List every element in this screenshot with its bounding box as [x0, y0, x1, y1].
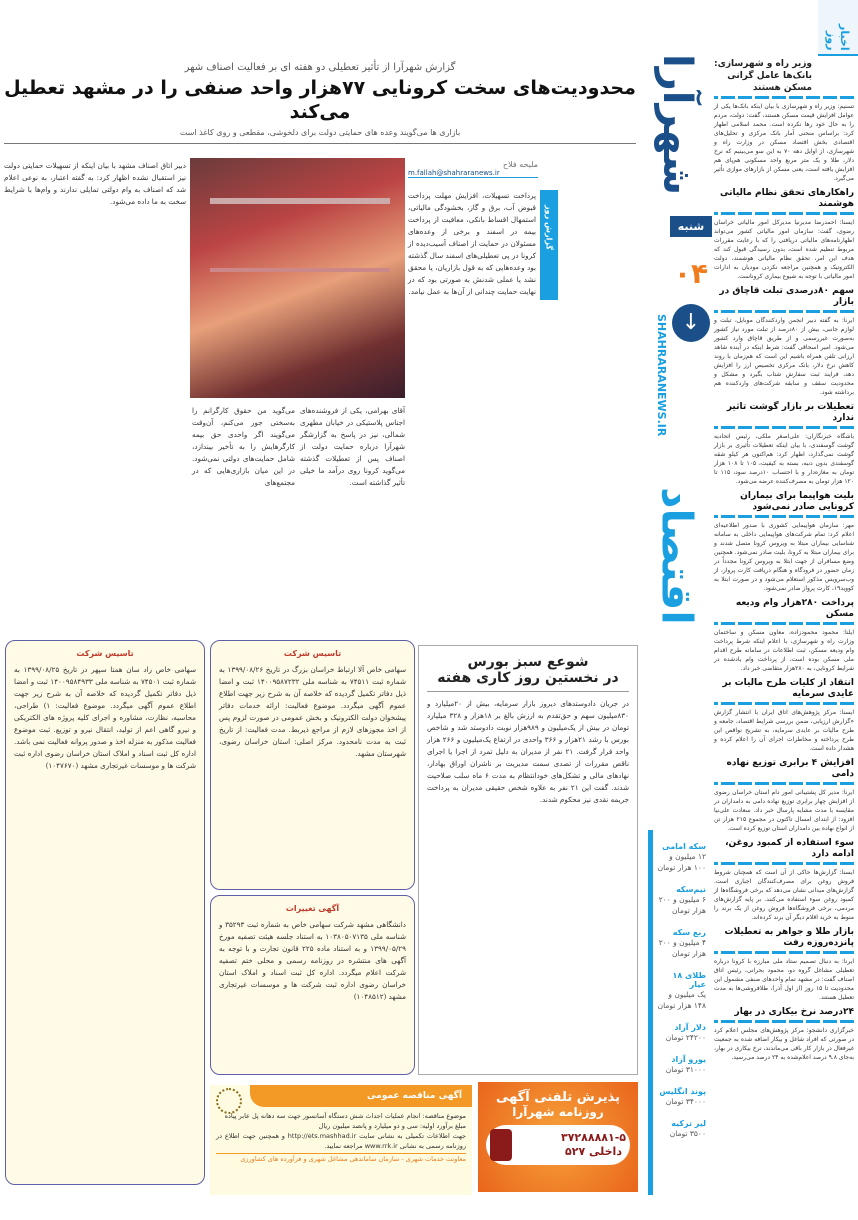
brief-body: مهر: سازمان هواپیمایی کشوری با صدور اطلاعیه‌ای اعلام کرد: تمام شرکت‌های هواپیمایی داخلی به سامانه شناسایی بیماران مبتلا به ویروس کرونا متصل شدند و برای بیماران مبتلا به کرونا، بلیت صادر نمی‌شود. همچنین وضع مسافران از جهت ابتلا به ویروس کرونا مجدداً در زمان حضور در فرودگاه و هنگام دریافت کارت پرواز، از وب‌سرویس مذکور استعلام می‌شود و در صورت ابتلا به کووید۱۹، کارت پرواز صادر نمی‌شود. [714, 522, 854, 592]
brief-item [714, 286, 854, 397]
report-label: گزارش روز [540, 190, 558, 300]
logo: شهرآرا [654, 54, 700, 196]
municipality-logo [216, 1088, 242, 1114]
brief-title: تعطیلات بر بازار گوشت تاثیر ندارد [726, 402, 854, 423]
ad-company-1: تاسیس شرکت سهامی خاص آلا ارتباط خراسان بزرگ در تاریخ ۱۳۹۹/۰۸/۲۶ به شماره ثبت ۷۴۵۱۱ به شناسه ملی ۱۴۰۰۹۵۸۷۲۳۲ ثبت و امضا ذیل دفاتر تکمیل گردیده که خلاصه آن به شرح زیر جهت اطلاع عموم آگهی میگردد. موضوع فعالیت: ارائه خدمات دفاتر پیشخوان دولت الکترونیک و بخش عمومی در صورت لزوم پس از اخذ مجوزهای لازم از مراجع ذیربط. مدت فعالیت: از تاریخ ثبت به مدت نامحدود. مرکز اصلی: استان خراسان رضوی، شهرستان مشهد. [210, 640, 415, 890]
ad-phone: پذیرش تلفنی آگهی روزنامه شهرآرا ۳۷۲۸۸۸۸۱-۵ داخلی ۵۲۷ [478, 1082, 638, 1192]
kicker: گزارش شهرآرا از تأثیر تعطیلی دو هفته ای بر فعالیت اصناف شهر [184, 62, 456, 73]
brief-item [714, 838, 854, 922]
bourse-body: در جریان دادوستدهای دیروز بازار سرمایه، بیش از ۲۰میلیارد و ۸۳۰میلیون سهم و حق‌تقدم به ارزش بالغ بر ۱۸هزار و ۳۲۸ میلیارد تومان در بیش از یک‌میلیون و ۹۸۹هزار نوبت دادوستد شد و شاخص بورس با رشد ۲۱هزار و ۳۶۶ واحدی در ارتفاع یک‌میلیون و ۲۶۶ هزار واحد قرار گرفت. ۲۱ نفر از مدیران به دلیل تمرد از اجرا یا اجرای ناقص مقررات از تصدی سمت مدیریت بر ناشران اوراق بهادار، نهادهای مالی و تشکل‌های خودانتظام به مدت ۶ ماه سلب صلاحیت شدند. گفت این ۲۱ نفر به علاوه شخص حقیقی مدیران به پرداخت جریمه نقدی نیز محکوم شدند. [427, 699, 629, 804]
price-label: ربع سکه [672, 928, 706, 937]
brief-body: ایلنا: محمود محمودزاده، معاون مسکن و ساختمان وزارت راه و شهرسازی، با اعلام اینکه شرط پرداخت وام ودیعه مسکن، ثبت اطلاعات در سامانه طرح اقدام ملی مسکن بوده است، از پرداخت وام یادشده در شرایط کرونایی، به ۲۸۰هزار متقاضی خبر داد. [714, 629, 854, 672]
day-badge: شنبه [670, 216, 712, 237]
price-list [648, 830, 706, 1195]
bourse-title: شوعع سبز بورس [467, 654, 589, 670]
price-value: ۶ میلیون و ۲۰۰ هزار تومان [658, 895, 706, 915]
phone-number: ۳۷۲۸۸۸۸۱-۵ [561, 1131, 626, 1144]
price-item [657, 885, 706, 916]
market-photo [190, 158, 405, 398]
briefs-column [714, 58, 854, 1062]
brief-item [714, 678, 854, 753]
price-value: ۳۵۰۰ تومان [669, 1129, 706, 1138]
brief-title: وزیر راه و شهرسازی: بانک‌ها عامل گرانی مسکن هستند [714, 59, 812, 93]
brief-body: ایسنا: احمدرضا مدیرنیا مدیرکل امور مالیاتی خراسان رضوی، گفت: سازمان امور مالیاتی کشور می‌تواند اظهارنامه‌های مالیاتی دریافتی را که با رعایت مقررات مربوط تنظیم شده است، بدون رسیدگی قبول کند که هدف این امر، تحقق نظام مالیاتی هوشمند، دولت الکترونیک و همچنین مراجعه نکردن مودیان به ادارات امور مالیاتی با توجه به شیوع بیماری کروناست. [714, 219, 854, 280]
brief-body: ایرنا: مدیر کل پشتیبانی امور دام استان خراسان رضوی از افزایش چهار برابری توزیع نهاده دامی به دامداران در مقایسه با مدت مشابه پارسال خبر داد. سعادت علی‌نیا افزود: از ابتدای امسال تاکنون در مجموع ۲۱۵ هزار تن از انواع نهاده بین دامداران استان توزیع کرده است. [714, 789, 854, 832]
brief-title: سوء استفاده از کمبود روغن، ادامه دارد [725, 838, 854, 859]
brief-item [714, 1007, 854, 1062]
brief-body: خبرگزاری دانشجو: مرکز پژوهش‌های مجلس اعلام کرد در صورتی که افراد شاغل و بیکار اضافه شده به جمعیت غیرفعال در بازار کار باقی می‌ماندند، نرخ بیکاری در بهار، به‌جای ۹.۸ درصد اعلام‌شده به ۲۴ درصد می‌رسید. [714, 1027, 854, 1061]
bourse-article: شوعع سبز بورس در نخستین روز کاری هفته در جریان دادوستدهای دیروز بازار سرمایه، بیش از ۲۰میلیارد و ۸۳۰میلیون سهم و حق‌تقدم به ارزش بالغ بر ۱۸هزار و ۳۲۸ میلیارد تومان در بیش از یک‌میلیون و ۹۸۹هزار نوبت دادوستد شد و شاخص بورس با رشد ۲۱هزار و ۳۶۶ واحدی در ارتفاع یک‌میلیون و ۲۶۶ هزار واحد قرار گرفت. ۲۱ نفر از مدیران به دلیل تمرد از اجرا یا اجرای ناقص مقررات از تصدی سمت مدیریت بر ناشران اوراق بهادار، نهادهای مالی و تشکل‌های خودانتظام به مدت ۶ ماه سلب صلاحیت شدند. گفت این ۲۱ نفر به علاوه شخص حقیقی مدیران به پرداخت جریمه نقدی نیز محکوم شدند. [418, 645, 638, 1075]
price-item [657, 842, 706, 873]
subhead: بازاری ها می‌گویند وعده های حمایتی دولت برای دلخوشی، مقطعی و روی کاغذ است [179, 128, 461, 137]
brief-body: ایسنا: گزارش‌ها حاکی از آن است که همچنان شروط فروش روغن برای مصرف‌کنندگان اجباری است. گزارش‌های میدانی نشان می‌دهد که برخی فروشگاه‌ها از کمبود روغن سوء استفاده می‌کنند. بر پایه گزارش‌های مردمی، برخی فروشگاه‌ها فروش روغن از یک برند را منوط به خرید اقلام دیگر آن برند کرده‌اند. [714, 869, 854, 921]
site-url: SHAHRARANEWS.IR [655, 313, 668, 436]
brief-body: ایرنا: به گفته دبیر انجمن واردکنندگان موبایل، تبلت و لوازم جانبی، بیش از ۸۰درصد از تبلت مورد نیاز کشور به‌صورت غیررسمی و از طریق قاچاق وارد کشور می‌شود. امیر اسحاقی گفت: شرط اینکه در آینده شاهد ارزانی تلفن همراه باشیم این است که هم‌زمان با روند کاهش نرخ دلار، بانک مرکزی تخصیص ارز را افزایش دهد، فرایند ثبت سفارش شتاب بگیرد و مشکل و محدودیت سقف و سابقه شرکت‌های واردکننده هم برداشته شود. [714, 317, 854, 396]
brief-body: ایسنا: مرکز پژوهش‌های اتاق ایران با انتشار گزارش «گزارش ارزیابی، ضمن بررسی شرایط اقتصاد، جامعه و طرح مالیات بر عایدی سرمایه، به تشریح نواقص این طرح پرداخته و مخاطرات اجرای آن را اعلام کرده و هشدار داده است. [714, 709, 854, 752]
brief-item [714, 58, 854, 183]
brief-item [714, 758, 854, 833]
price-label: یورو آزاد [671, 1055, 706, 1064]
brief-title: سهم ۸۰درصدی تبلت قاچاق در بازار [719, 286, 854, 307]
price-label: سکه امامی [662, 842, 706, 851]
article-body-mid2: می‌گوید من حقوق کارگرانم را به‌سختی جور می‌کنم، آن‌وقت می‌گویند اگر واحدی حق بیمه کارگرهایش را به تأخیر بیندازد، شامل حمایت‌های دولتی نمی‌شود. در این میان بازاری‌هایی که در مجتمع‌های [192, 406, 295, 487]
page-name: اقتصاد [652, 487, 702, 625]
phone-icon [490, 1129, 512, 1161]
price-item [657, 1119, 706, 1139]
headline: محدودیت‌های سخت کرونایی ۷۷هزار واحد صنفی را در مشهد تعطیل می‌کند [4, 77, 636, 123]
price-label: لیر ترکیه [671, 1119, 706, 1128]
brief-body: تسنیم: وزیر راه و شهرسازی با بیان اینکه بانک‌ها یکی از عوامل افزایش قیمت مسکن هستند، گفت: دولت، مردم را به حال خود رها نکرده است. محمد اسلامی اظهار کرد: براساس منحنی آمار بانک مرکزی و تحلیل‌های اقتصادی بخش اقتصاد مسکن در وزارت راه و شهرسازی، از اوایل دهه ۷۰ به این سو می‌بینیم که نرخ دلار، طلا و یک متر مربع واحد مسکونی هم‌پای هم افزایش یافته است، یعنی مسکن از بازارهای موازی تأثیر می‌گیرد. [714, 103, 854, 182]
author-name: ملیحه فلاح [502, 160, 538, 169]
price-value: ۳۴۰۰۰ تومان [665, 1097, 706, 1106]
price-item [657, 1087, 706, 1107]
price-value: ۴ میلیون و ۲۰۰ هزار تومان [658, 938, 706, 958]
price-item [657, 1023, 706, 1043]
price-label: دلار آزاد [674, 1023, 706, 1032]
brief-body: باشگاه خبرنگاران: علی‌اصغر ملکی، رئیس اتحادیه گوشت گوسفندی، با بیان اینکه تعطیلات تأثیری بر بازار گوشت نمی‌گذارد، اظهار کرد: هم‌اکنون هر کیلو شقه گوسفندی بدون دنبه، بسته به کیفیت، ۱۰۵ تا ۱۰۸ هزار تومان به مغازه‌دار و با احتساب ۱۰درصد سود، ۱۱۵ تا ۱۲۰ هزار تومان به مصرف‌کننده عرضه می‌شود. [714, 433, 855, 485]
price-item [657, 1055, 706, 1075]
brief-body: ایرنا: به دنبال تصمیم ستاد ملی مبارزه با کرونا درباره تعطیلی مشاغل گروه دو، محمود بحرانی، رئیس اتاق اصناف گفت: در مشهد تمام واحدهای صنفی مشمول این محدودیت تا ۱۵ روز (از اول آذر)، طلافروشی‌ها به مدت تعطیل هستند. [714, 958, 854, 1001]
section-label: اخبار روز [818, 0, 858, 56]
brief-title: افزایش ۴ برابری توزیع نهاده دامی [726, 758, 854, 779]
ad-company-2: تاسیس شرکت سهامی خاص راد سان همتا سپهر در تاریخ ۱۳۹۹/۰۸/۲۵ به شماره ثبت ۷۴۵۰۱ به شناسه ملی ۱۴۰۰۹۵۸۴۹۳۳ ثبت و امضا ذیل دفاتر تکمیل گردیده که خلاصه آن به شرح زیر جهت اطلاع عموم آگهی میگردد. موضوع فعالیت: ۱) طراحی، محاسبه، نظارت، مشاوره و اجرای کلیه پروژه های الکتریکی و نیرو گاهی اعم از تولید، انتقال نیرو و توزیع. ثبت موضوع فعالیت مذکور به منزله اخذ و صدور پروانه فعالیت نمی باشد. اداره کل ثبت اسناد و املاک استان خراسان رضوی اداره ثبت شرکت ها و موسسات غیرتجاری مشهد (۱۰۴۷۶۷۰) [5, 640, 205, 1185]
price-label: نیم‌سکه [676, 885, 706, 894]
brief-item [714, 188, 854, 281]
price-value: ۳۱۰۰۰ تومان [665, 1065, 706, 1074]
brief-title: ۲۴درصد نرخ بیکاری در بهار [734, 1007, 854, 1017]
main-header [4, 62, 636, 144]
price-value: ۱۲ میلیون و ۱۰۰ هزار تومان [657, 852, 706, 872]
author-block [408, 160, 538, 178]
brief-title: بلیت هواپیما برای بیماران کرونایی صادر نمی‌شود [740, 491, 854, 512]
brief-title: پرداخت ۲۸۰هزار وام ودیعه مسکن [735, 598, 854, 619]
brief-title: انتقاد از کلیات طرح مالیات بر عایدی سرمایه [722, 678, 854, 699]
brief-title: بازار طلا و جواهر به تعطیلات پانزده‌روزه رفت [724, 927, 854, 948]
price-label: طلای ۱۸ عیار [672, 971, 706, 989]
brief-item [714, 402, 854, 486]
ad-company-3: آگهی تغییرات دانشگاهی مشهد شرکت سهامی خاص به شماره ثبت ۳۵۲۹۳ و شناسه ملی ۱۰۳۸۰۵۰۷۱۳۵ به استناد جلسه هیئت تصفیه مورخ ۱۳۹۹/۰۵/۲۹ و به استناد ماده ۲۲۵ قانون تجارت و با توجه به آگهی های منتشره در روزنامه رسمی و محلی ختم تصفیه شرکت اعلام میگردد. اداره کل ثبت اسناد و املاک استان خراسان رضوی اداره ثبت شرکت ها و موسسات غیرتجاری مشهد (۱۰۴۸۵۱۲) [210, 895, 415, 1075]
price-item [657, 928, 706, 959]
masthead [642, 0, 712, 720]
brief-item [714, 927, 854, 1002]
author-email[interactable]: m.fallah@shahraranews.ir [408, 169, 538, 178]
price-value: ۲۴۲۰۰ تومان [665, 1033, 706, 1042]
arrow-down-icon: ↓ [672, 304, 710, 342]
brief-item [714, 598, 854, 673]
price-value: یک میلیون و ۱۴۸ هزار تومان [657, 990, 706, 1010]
price-label: پوند انگلیس [659, 1087, 706, 1096]
article-body-mid: آقای بهرامی، یکی از فروشنده‌های اجناس پلاستیکی در خیابان مطهری شمالی، نیز در پاسخ به گزارشگر شهرآرا درباره حمایت دولت از اصناف پس از تعطیلات گذشته می‌گوید کرونا روی درآمد ما خیلی تأثیر گذاشته است. [300, 406, 405, 487]
article-body-right: پرداخت تسهیلات، افزایش مهلت پرداخت قبوض آب، برق و گاز، بخشودگی مالیاتی، استمهال اقساط بانکی، معافیت از پرداخت بیمه در اسفند و برخی از وعده‌های مسئولان در حمایت از اصناف آسیب‌دیده از کرونا در پی تعطیلی‌های اسفند سال گذشته بود وعده‌هایی که به قول بازاریان، یا محقق نشد یا عملی شدنش به صورتی بود که در نهایت حمایت چندانی از آن‌ها به عمل نیامد. [408, 191, 536, 296]
brief-item [714, 491, 854, 593]
ad-tender: آگهی مناقصه عمومی موضوع مناقصه: انجام عملیات احداث شش دستگاه آسانسور جهت سه دهانه پل عابر پیاده مبلغ برآورد اولیه: سی و دو میلیارد و پانصد میلیون ریال جهت اطلاعات تکمیلی به نشانی سایت http://ets.mashhad.ir و همچنین جهت اطلاع در روزنامه رسمی به نشانی www.rrk.ir مراجعه نمایید. معاونت خدمات شهری - سازمان ساماندهی مشاغل شهری و فرآورده های کشاورزی [210, 1085, 472, 1195]
article-body-left: دبیر اتاق اصناف مشهد با بیان اینکه از تسهیلات حمایتی دولت نیز استقبال نشده اظهار کرد: به گفته اعتبار، به نوعی اعلام شد که اصناف به وام دولتی تمایلی ندارند و وام‌ها با شرایط سخت به ما داده می‌شود. [4, 161, 186, 206]
brief-title: راهکارهای تحقق نظام مالیاتی هوشمند [719, 188, 854, 209]
page-number: ۰۴ [673, 257, 709, 290]
price-item [657, 971, 706, 1011]
